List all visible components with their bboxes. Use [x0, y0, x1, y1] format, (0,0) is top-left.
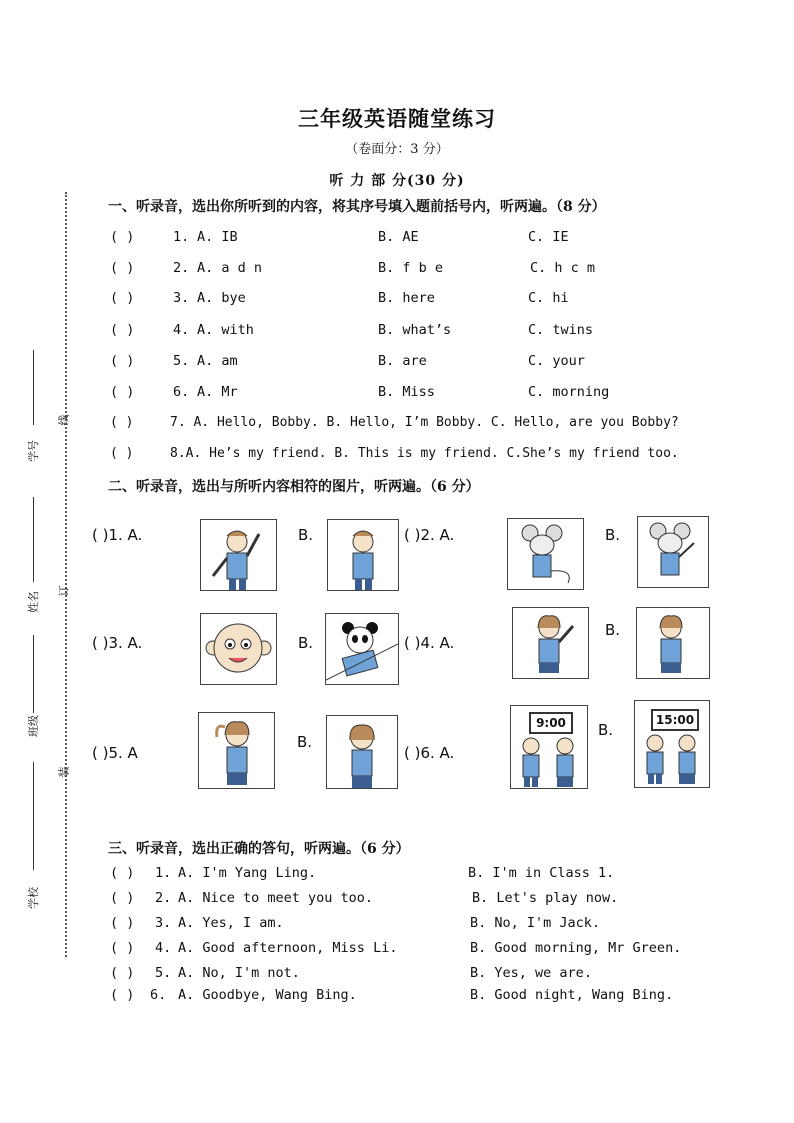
option-b-letter: B. [298, 634, 314, 652]
option-b: B. what’s [378, 322, 452, 338]
answer-paren[interactable]: ( ) [110, 965, 135, 981]
answer-paren[interactable]: ( ) [110, 915, 135, 931]
question-label: ( )3. A. [92, 634, 143, 652]
item-number: 2. [155, 890, 172, 906]
page-subtitle: （卷面分：3 分） [345, 142, 449, 157]
boy-standing-icon [328, 520, 398, 590]
option-a: A. a d n [197, 260, 263, 276]
picture-option-b[interactable] [325, 613, 399, 685]
banji-underline[interactable] [33, 635, 34, 713]
option-a: A. I'm Yang Ling. [178, 865, 317, 881]
item-text: 7. A. Hello, Bobby. B. Hello, I’m Bobby. C. Hello, are you Bobby? [170, 415, 679, 430]
option-b: B. No, I'm Jack. [470, 915, 601, 931]
option-a: A. bye [197, 290, 246, 306]
item-number: 1. [173, 229, 190, 245]
girl-ponytail-icon [199, 713, 274, 788]
option-b: B. here [378, 290, 435, 306]
option-c: C. morning [528, 384, 610, 400]
question-label: ( )6. A. [404, 744, 455, 762]
picture-option-a[interactable] [507, 518, 584, 590]
section1-title: 一、听录音，选出你所听到的内容，将其序号填入题前括号内，听两遍。（8 分） [108, 199, 606, 215]
xuehao-underline[interactable] [33, 350, 34, 425]
picture-option-b[interactable] [637, 516, 709, 588]
answer-paren[interactable]: ( ) [110, 890, 135, 906]
option-a: A. Nice to meet you too. [178, 890, 374, 906]
margin-xuehao-label: 学号 [27, 440, 40, 462]
option-a: A. Good afternoon, Miss Li. [178, 940, 398, 956]
answer-paren[interactable]: ( ) [110, 446, 134, 461]
xuexiao-underline[interactable] [33, 762, 34, 870]
option-b-letter: B. [605, 621, 621, 639]
panda-icon [326, 614, 398, 684]
option-b: B. AE [378, 229, 419, 245]
option-a: A. No, I'm not. [178, 965, 300, 981]
option-b-letter: B. [298, 526, 314, 544]
item-number: 5. [155, 965, 172, 981]
monkey-face-icon [201, 614, 276, 684]
mouse-icon [508, 519, 583, 589]
item-number: 3. [155, 915, 172, 931]
option-b: B. Miss [378, 384, 435, 400]
option-c: C. twins [528, 322, 594, 338]
margin-xingming-label: 姓名 [27, 591, 40, 613]
answer-paren[interactable]: ( ) [110, 940, 135, 956]
item-text: 8.A. He’s my friend. B. This is my friend. C.She’s my friend too. [170, 446, 679, 461]
item-number: 6. [173, 384, 190, 400]
picture-option-a[interactable] [198, 712, 275, 789]
girl-waving-icon [513, 608, 588, 678]
two-children-icon [635, 731, 709, 787]
margin-xuexiao-label: 学校 [27, 887, 40, 909]
two-children-icon [511, 734, 587, 788]
option-b: B. are [378, 353, 427, 369]
question-label: ( )4. A. [404, 634, 455, 652]
picture-option-b[interactable] [327, 519, 399, 591]
option-b: B. I'm in Class 1. [468, 865, 615, 881]
picture-option-a[interactable] [200, 613, 277, 685]
answer-paren[interactable]: ( ) [110, 987, 135, 1003]
item-number: 5. [173, 353, 190, 369]
question-label: ( )1. A. [92, 526, 143, 544]
xingming-underline[interactable] [33, 497, 34, 582]
option-c: C. IE [528, 229, 569, 245]
section2-title: 二、听录音，选出与所听内容相符的图片，听两遍。（6 分） [108, 479, 480, 495]
part-heading: 听 力 部 分(30 分) [329, 173, 465, 189]
clock-display: 9:00 [529, 712, 573, 734]
option-b: B. f b e [378, 260, 444, 276]
picture-option-b[interactable] [636, 607, 710, 679]
margin-ding-label: 订 [57, 585, 71, 597]
picture-option-b[interactable] [634, 700, 710, 788]
item-number: 2. [173, 260, 190, 276]
option-c: C. h c m [530, 260, 596, 276]
option-a: A. Goodbye, Wang Bing. [178, 987, 357, 1003]
option-b: B. Good morning, Mr Green. [470, 940, 682, 956]
option-a: A. Yes, I am. [178, 915, 284, 931]
item-number: 1. [155, 865, 172, 881]
answer-paren[interactable]: ( ) [110, 384, 135, 400]
margin-banji-label: 班级 [27, 715, 40, 737]
margin-xian-label: 线 [57, 414, 71, 426]
option-b: B. Let's play now. [472, 890, 619, 906]
answer-paren[interactable]: ( ) [110, 229, 135, 245]
option-c: C. hi [528, 290, 569, 306]
option-b-letter: B. [598, 721, 614, 739]
option-a: A. IB [197, 229, 238, 245]
item-number: 4. [173, 322, 190, 338]
answer-paren[interactable]: ( ) [110, 260, 135, 276]
binding-line [65, 192, 67, 957]
option-b-letter: B. [605, 526, 621, 544]
option-b: B. Yes, we are. [470, 965, 592, 981]
page-title: 三年级英语随堂练习 [298, 106, 496, 131]
option-a: A. with [197, 322, 254, 338]
answer-paren[interactable]: ( ) [110, 865, 135, 881]
option-b-letter: B. [297, 733, 313, 751]
answer-paren[interactable]: ( ) [110, 290, 135, 306]
clock-display: 15:00 [651, 709, 699, 731]
item-number: 4. [155, 940, 172, 956]
option-a: A. am [197, 353, 238, 369]
item-number: 3. [173, 290, 190, 306]
answer-paren[interactable]: ( ) [110, 353, 135, 369]
section3-title: 三、听录音，选出正确的答句，听两遍。（6 分） [108, 841, 410, 857]
picture-option-b[interactable] [326, 715, 398, 789]
item-number: 6. [150, 987, 167, 1003]
girl-short-hair-icon [327, 716, 397, 788]
girl-standing-icon [637, 608, 709, 678]
picture-option-a[interactable] [200, 519, 277, 591]
option-b: B. Good night, Wang Bing. [470, 987, 674, 1003]
picture-option-a[interactable] [510, 705, 588, 789]
answer-paren[interactable]: ( ) [110, 322, 135, 338]
answer-paren[interactable]: ( ) [110, 415, 134, 430]
boy-waving-icon [201, 520, 276, 590]
margin-zhuang-label: 装 [57, 766, 71, 778]
question-label: ( )2. A. [404, 526, 455, 544]
mouse-waving-icon [638, 517, 708, 587]
picture-option-a[interactable] [512, 607, 589, 679]
option-a: A. Mr [197, 384, 238, 400]
question-label: ( )5. A [92, 744, 138, 762]
option-c: C. your [528, 353, 585, 369]
